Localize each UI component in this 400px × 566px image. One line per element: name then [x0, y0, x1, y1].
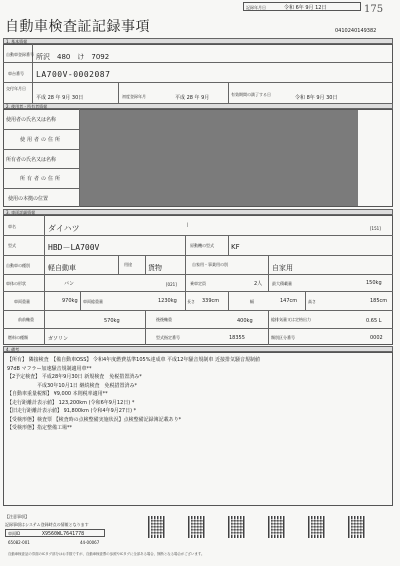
base-location-label: 使用の本拠の位置 [8, 196, 49, 202]
vehicle-id-box [5, 529, 105, 537]
engine-value: KF [231, 243, 240, 251]
model-label: 型式 [8, 243, 16, 248]
qr-code-1 [148, 516, 166, 538]
height-label: 高さ [308, 299, 316, 304]
remark-line: 【自動車重量税額】 ¥9,000 本則税率適用** [7, 391, 108, 397]
expiry-value: 令和 8年 9月 30日 [295, 95, 338, 101]
plate-label: 自動車登録番号 [6, 52, 34, 57]
footer-code-2: 44-00067 [80, 540, 100, 545]
issue-date-label: 交付年月日 [6, 86, 26, 91]
capacity-value: 2人 [254, 281, 263, 287]
weight-value: 970kg [62, 298, 78, 304]
remark-line: 【受検形態】検査票 【検査時の点検整備実施状況】点検整備記録簿記載あり* [7, 416, 182, 423]
max-load-label: 最大積載量 [272, 281, 292, 286]
remark-line: 平成30年10月1日 継続検査 免税措置済み* [7, 382, 137, 389]
record-date-label: 記録年月日 [246, 5, 266, 10]
length-label: 長さ [187, 299, 195, 304]
displacement-label: 総排気量又は定格出力 [271, 317, 311, 322]
capacity-label: 乗車定員 [190, 281, 206, 286]
vehicle-id-label: 車両ID [8, 531, 21, 536]
length-value: 339cm [202, 298, 220, 304]
remark-line: 【走行距離計表示値】 123,200km (令和6年9月12日) * [7, 399, 135, 406]
use-label: 用途 [124, 262, 132, 267]
first-reg-label: 初度登録年月 [122, 94, 146, 99]
height-value: 185cm [370, 298, 388, 304]
front-axle-value: 570kg [104, 318, 120, 324]
rear-axle-value: 400kg [237, 318, 253, 324]
type-number-value: 18355 [229, 335, 245, 341]
maker-code: [151] [370, 226, 381, 231]
qr-code-2 [188, 516, 206, 538]
class-number-value: 0002 [370, 335, 383, 341]
chassis-label: 車台番号 [8, 71, 24, 76]
max-load-value: 150kg [366, 280, 382, 286]
front-axle-label: 前前軸重 [18, 317, 34, 322]
private-business-label: 自家用・事業用の別 [192, 262, 228, 267]
type-number-label: 型式指定番号 [156, 335, 180, 340]
section1-heading: 1. 基本情報 [6, 39, 28, 44]
class-number-label: 類別区分番号 [271, 335, 295, 340]
vehicle-id-value: X9560WL7641778 [42, 531, 85, 537]
first-reg-value: 平成 28 年 9月 [175, 95, 210, 101]
fuel-label: 燃料の種類 [8, 335, 28, 340]
vehicle-kind-label: 自動車の種別 [6, 263, 30, 268]
redacted-block [80, 110, 358, 206]
model-value: HBD－LA700V [48, 243, 100, 252]
record-date-value: 令和 6年 9月 12日 [284, 5, 327, 11]
width-label: 幅 [250, 299, 254, 304]
use-value: 貨物 [148, 264, 162, 272]
plate-value: 所沢 480 け 7092 [36, 53, 110, 61]
footer-code-1: 65082-001 [8, 540, 30, 545]
qr-code-4 [268, 516, 286, 538]
footer-notice: 自動車検査証の券面のICタグ部分はお手数ですが、自動車検査票の参照やICタグに全部ある場合、無断となる場合がございます。 [8, 552, 205, 556]
document-title: 自動車検査証記録事項 [5, 19, 150, 35]
qr-code-5 [308, 516, 326, 538]
note-heading: 【注意事項】 [5, 514, 29, 519]
fuel-value: ガソリン [48, 336, 69, 342]
remark-line: 【所有】 隣接検査 【備自動車OSS】 令和4年度燃費基準105%達成車 平成12年騒音規制車 近接排気騒音規制値 [7, 357, 260, 363]
issue-date-value: 平成 28 年 9月 30日 [36, 95, 84, 101]
document-number: 0410240149382 [335, 28, 377, 34]
section3-heading: 3. 車両詳細情報 [6, 210, 36, 215]
user-name-label: 使用者の氏名又は名称 [6, 117, 57, 123]
rear-axle-label: 後後軸重 [156, 317, 172, 322]
weight-label: 車両重量 [14, 299, 30, 304]
body-shape-label: 車体の形状 [6, 281, 26, 286]
qr-code-6 [348, 516, 366, 538]
section2-heading: 2. 使用者・所有者情報 [6, 104, 48, 109]
width-value: 147cm [280, 298, 298, 304]
engine-label: 原動機の型式 [190, 243, 214, 248]
maker-label: 車名 [8, 224, 16, 229]
gross-weight-label: 車両総重量 [83, 299, 103, 304]
remark-line: 【旧走行距離計表示値】 91,800km (令和4年9月27日) * [7, 408, 137, 414]
note-text: 記録事項はシステム登録時点の情報となります [5, 522, 89, 527]
record-date-stamp [243, 2, 361, 11]
gross-weight-value: 1230kg [158, 298, 177, 304]
section4-heading: 4. 備考 [6, 347, 20, 352]
remark-line: 【2予定検査】 平成28年9月30日 新規検査 免税措置済み* [7, 374, 142, 380]
vehicle-kind-value: 軽自動車 [48, 264, 76, 272]
chassis-value: LA700V-0002087 [36, 70, 111, 79]
body-shape-code: [021] [166, 282, 177, 287]
displacement-value: 0.65 L [366, 318, 382, 324]
maker-value: ダイハツ [48, 224, 80, 233]
remark-line: 97dB マフラー加速騒音規制適用車** [7, 365, 92, 372]
document-page: 自動車検査証記録事項 記録年月日 令和 6年 9月 12日 175 0410240149382 1. 基本情報 自動車登録番号 所沢 480 け 7092 車台番号 LA700V-0002087 交付年月日 平成 28 年 9月 30日 初度登録年月 平成 28 年 9月 有効期間の満了する日 令和 8年 9月 30日 2. 使用者・所有者情報 使用者の氏名又は名称 使用者の住所 所有者の氏名又は名称 所有者の住所 使用の本拠の位置 3. 車両詳細情報 車名 ダイハツ | [151] 型式 HBD－LA700V 原動機の型式 KF 自動車の種別 軽自動車 用途 貨物 自家用・事業用の別 自家用 車体の形状 バン [021] 乗車定員 2人 最大積載量 150kg 車両重量 970kg 車両総重量 1230kg 長さ 339cm 幅 147cm 高さ 185cm 前前軸重 570kg 後後軸重 400kg 総排気量又は定格出力 0.65 L 燃料の種類 ガソリン 型式指定番号 18355 類別区分番号 0002 4. 備考 【所有】 隣接検査 【備自動車OSS】 令和4年度燃費基準105%達成車 平成12年騒音規制車 近接排気騒音規制値 97dB マフラー加速騒音規制適用車** 【2予定検査】 平成28年9月30日 新規検査 免税措置済み* 平成30年10月1日 継続検査 免税措置済み* 【自動車重量税額】 ¥9,000 本則税率適用** 【走行距離計表示値】 123,200km (令和6年9月12日) * 【旧走行距離計表示値】 91,800km (令和4年9月27日) * 【受検形態】検査票 【検査時の点検整備実施状況】点検整備記録簿記載あり* 【受検形態】指定整備工場** 【注意事項】 記録事項はシステム登録時点の情報となります 車両ID X9560WL7641778 65082-001 44-00067 自動車検査証の券面のICタグ部分はお手数ですが、自動車検査票の参照やICタグに全部ある場合、無断となる場合がございます。 [0, 0, 400, 566]
owner-name-label: 所有者の氏名又は名称 [6, 157, 57, 163]
body-shape-value: バン [64, 281, 75, 287]
remark-line: 【受検形態】指定整備工場** [7, 425, 73, 431]
user-address-label: 使用者の住所 [20, 137, 63, 143]
owner-address-label: 所有者の住所 [20, 176, 63, 182]
expiry-label: 有効期間の満了する日 [231, 92, 271, 97]
handwritten-number: 175 [364, 4, 384, 15]
private-business-value: 自家用 [272, 264, 293, 272]
qr-code-3 [228, 516, 246, 538]
